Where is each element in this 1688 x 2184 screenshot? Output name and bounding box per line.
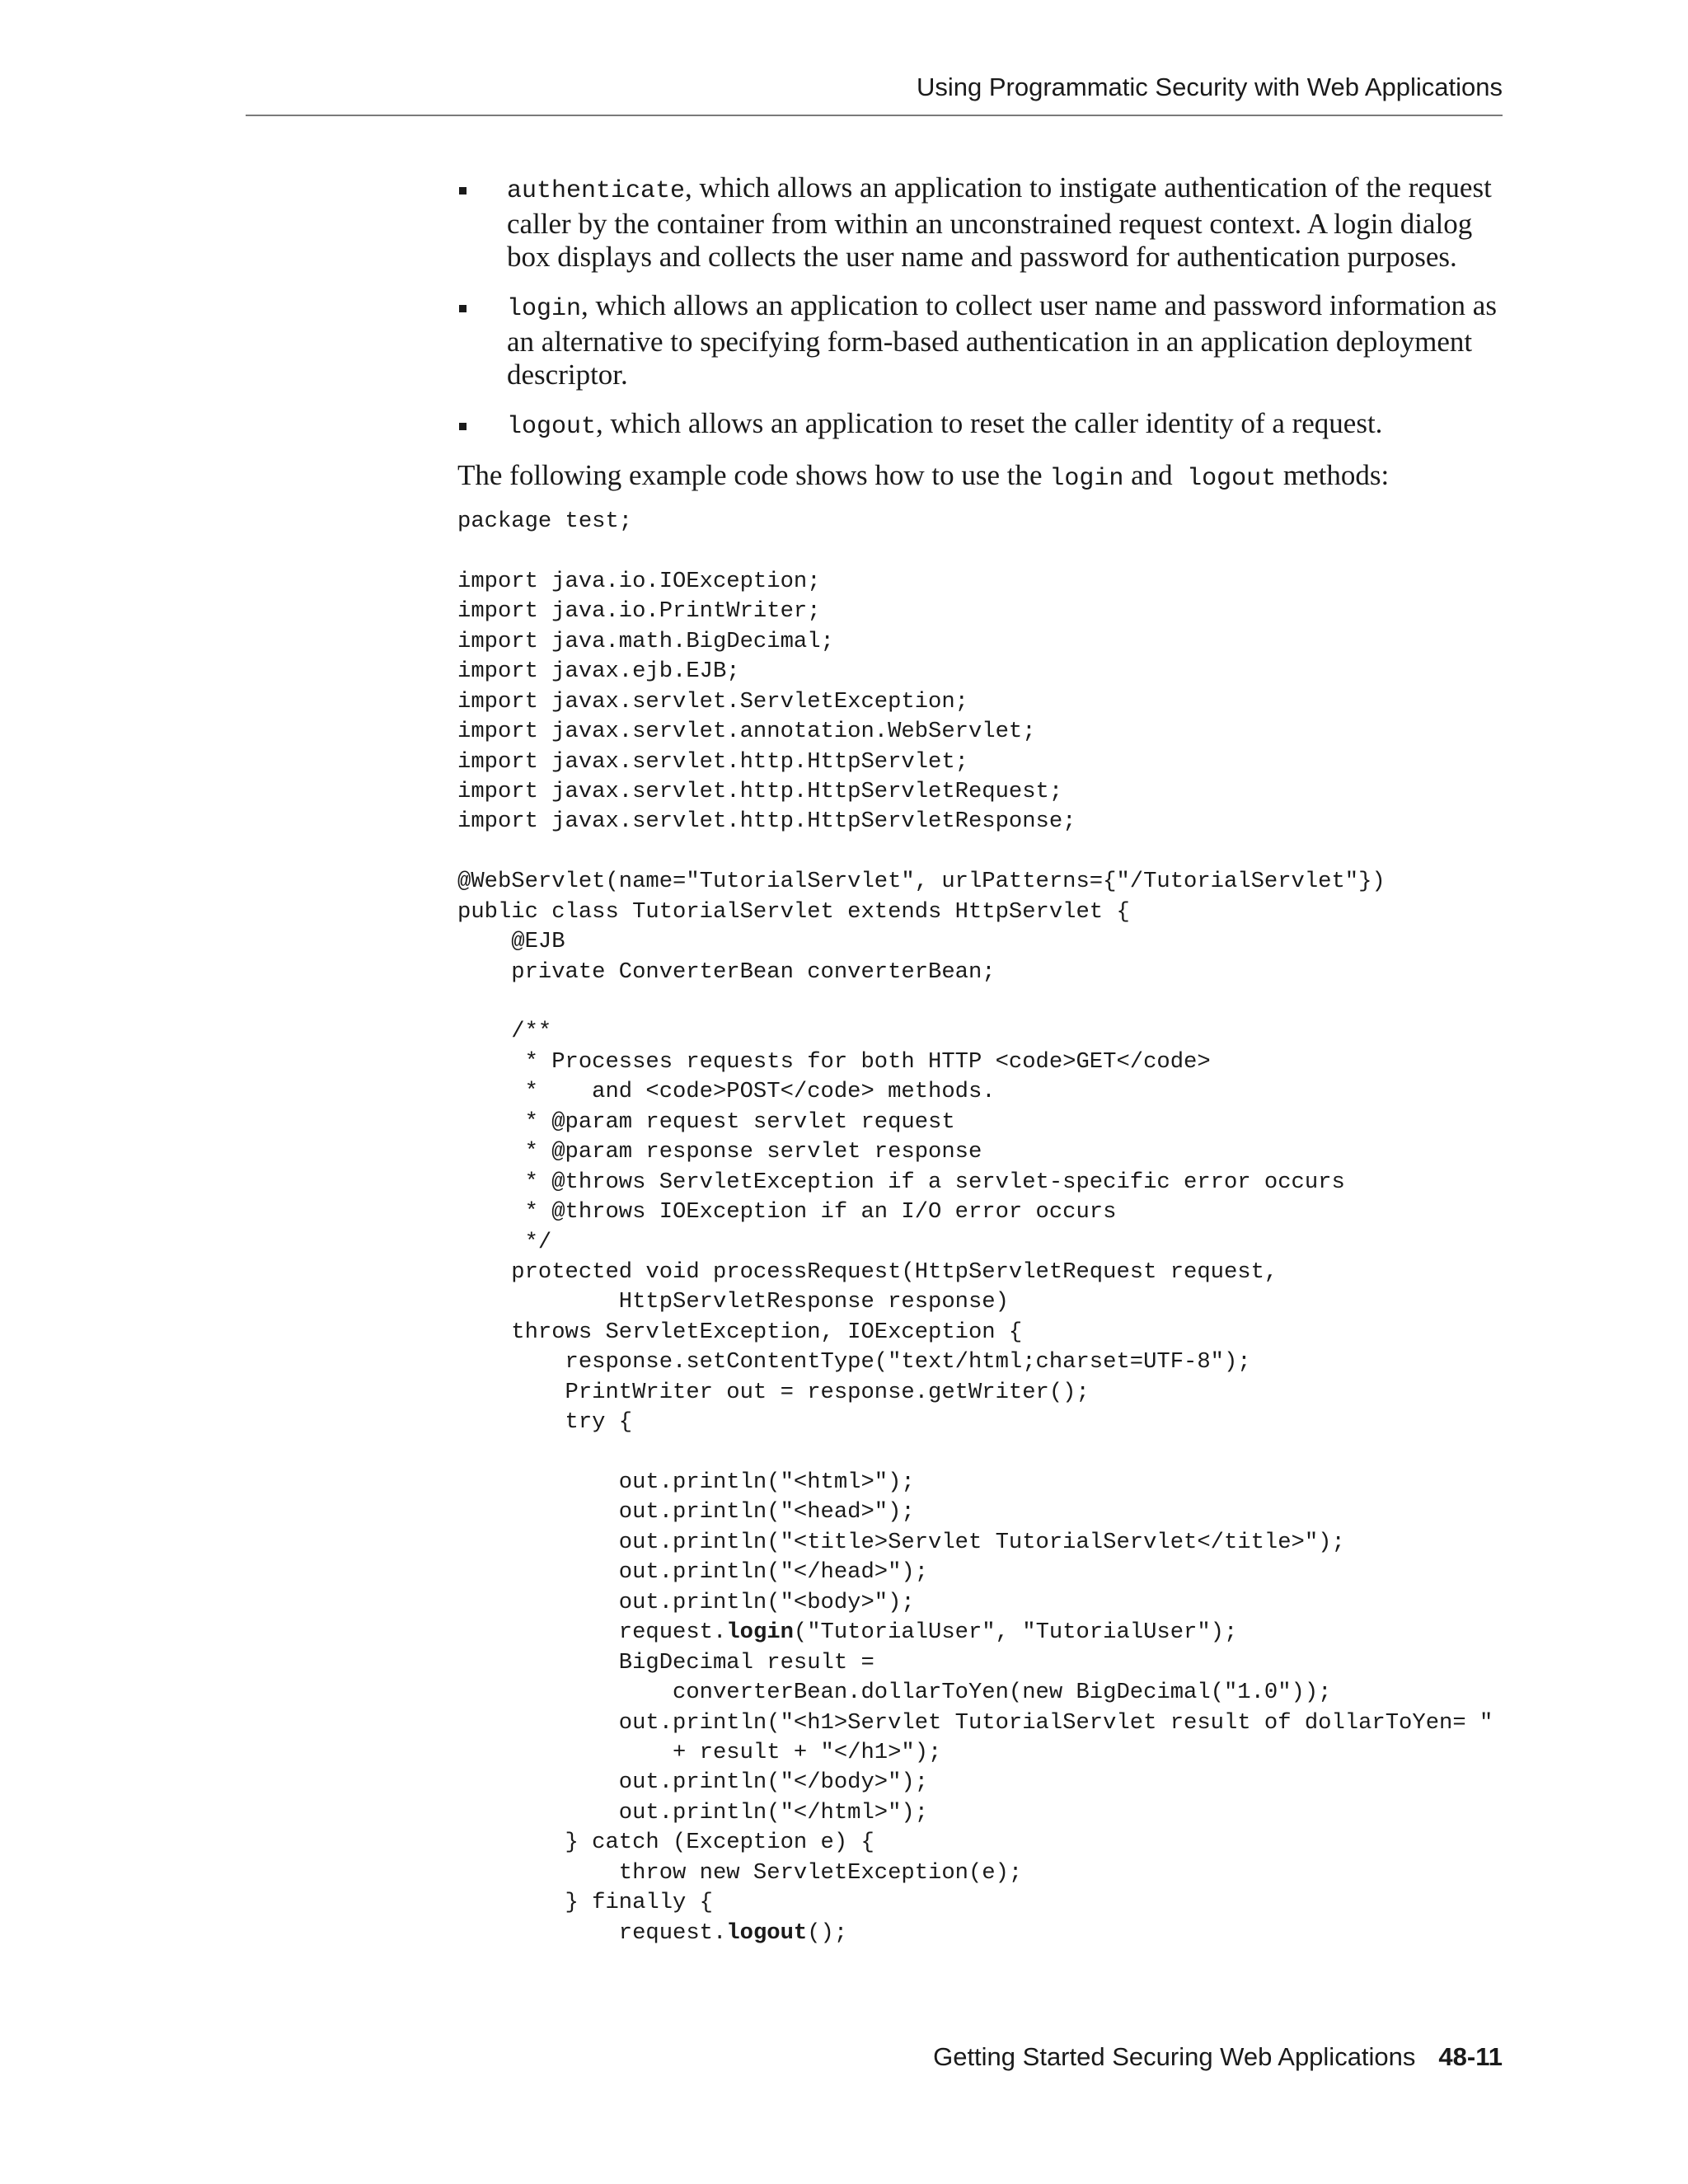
code-line: * and <code>POST</code> methods.	[457, 1079, 996, 1105]
method-list	[457, 171, 1504, 443]
code-line: out.println("</html>");	[457, 1799, 929, 1825]
code-line: * @throws ServletException if a servlet-specific error occurs	[457, 1169, 1345, 1195]
intro-text: The following example code shows how to use the	[457, 459, 1050, 491]
method-name: logout	[507, 413, 597, 441]
code-line: request.login("TutorialUser", "TutorialUser");	[457, 1619, 1238, 1646]
method-description: , which allows an application to instigate authentication of the request caller by the container from within an unconstrained request context. A login dialog box displays and collects the user name and password for authentication purposes.	[507, 171, 1492, 273]
square-bullet-icon	[459, 187, 467, 194]
code-line: import javax.servlet.http.HttpServlet;	[457, 748, 968, 775]
intro-paragraph	[457, 459, 1504, 495]
code-line: @EJB	[457, 929, 565, 955]
code-line: throws ServletException, IOException {	[457, 1319, 1023, 1345]
inline-code-login: login	[1049, 465, 1124, 493]
code-line: import javax.servlet.http.HttpServletRequest;	[457, 778, 1063, 804]
code-line	[457, 987, 1504, 1017]
code-line: } finally {	[457, 1890, 713, 1916]
inline-code-logout: logout	[1187, 465, 1277, 493]
list-item	[457, 171, 1504, 274]
code-line: @WebServlet(name="TutorialServlet", urlPatterns={"/TutorialServlet"})	[457, 869, 1386, 895]
code-line: private ConverterBean converterBean;	[457, 958, 996, 985]
code-line: */	[457, 1229, 552, 1255]
page-body	[457, 171, 1504, 1948]
code-line: out.println("<html>");	[457, 1469, 915, 1495]
code-line: BigDecimal result =	[457, 1649, 874, 1675]
code-line: import javax.servlet.http.HttpServletResponse;	[457, 808, 1076, 835]
code-line: * @throws IOException if an I/O error occurs	[457, 1199, 1117, 1226]
code-line: import java.math.BigDecimal;	[457, 628, 834, 654]
code-line: + result + "</h1>");	[457, 1739, 942, 1765]
method-name: login	[507, 295, 582, 323]
code-line: * @param response servlet response	[457, 1139, 982, 1165]
code-line: try {	[457, 1409, 633, 1436]
code-line: /**	[457, 1019, 552, 1045]
code-line	[457, 537, 1504, 566]
code-line: out.println("<head>");	[457, 1499, 915, 1526]
code-line: import java.io.PrintWriter;	[457, 598, 821, 625]
code-listing	[457, 507, 1504, 1948]
method-name: authenticate	[507, 177, 686, 205]
intro-text: methods:	[1276, 459, 1390, 491]
method-description: , which allows an application to collect user name and password information as an alternative to specifying form-based authentication in an application deployment descriptor.	[507, 289, 1497, 391]
code-line: request.logout();	[457, 1919, 848, 1946]
code-line: import javax.servlet.annotation.WebServlet;	[457, 719, 1036, 745]
code-line: out.println("<title>Servlet TutorialServlet</title>");	[457, 1529, 1345, 1555]
code-line	[457, 1438, 1504, 1468]
code-line: throw new ServletException(e);	[457, 1859, 1023, 1886]
bold-method-call: login	[726, 1619, 794, 1646]
footer-title: Getting Started Securing Web Applications	[933, 2042, 1416, 2071]
page-footer	[246, 2042, 1503, 2072]
list-item	[457, 407, 1504, 443]
code-line: import javax.servlet.ServletException;	[457, 688, 968, 715]
page-number: 48-11	[1438, 2042, 1503, 2071]
code-line: protected void processRequest(HttpServletRequest request,	[457, 1258, 1278, 1285]
code-line: import java.io.IOException;	[457, 568, 821, 594]
code-line: out.println("</head>");	[457, 1559, 929, 1586]
code-line: converterBean.dollarToYen(new BigDecimal("1.0"));	[457, 1680, 1332, 1706]
square-bullet-icon	[459, 305, 467, 312]
code-line: import javax.ejb.EJB;	[457, 658, 740, 685]
code-line: * @param request servlet request	[457, 1108, 955, 1135]
code-line	[457, 837, 1504, 867]
code-line: } catch (Exception e) {	[457, 1830, 874, 1856]
code-line: out.println("</body>");	[457, 1769, 929, 1796]
code-line: HttpServletResponse response)	[457, 1289, 1009, 1315]
code-line: * Processes requests for both HTTP <code>GET</code>	[457, 1048, 1211, 1075]
code-line: response.setContentType("text/html;charset=UTF-8");	[457, 1349, 1251, 1376]
square-bullet-icon	[459, 423, 467, 430]
code-line: PrintWriter out = response.getWriter();	[457, 1379, 1090, 1405]
code-line: out.println("<body>");	[457, 1589, 915, 1615]
code-line: out.println("<h1>Servlet TutorialServlet result of dollarToYen= "	[457, 1709, 1493, 1736]
running-header: Using Programmatic Security with Web Applications	[917, 73, 1503, 101]
list-item	[457, 289, 1504, 391]
intro-text: and	[1123, 459, 1188, 491]
method-description: , which allows an application to reset the caller identity of a request.	[596, 407, 1383, 439]
code-line: package test;	[457, 509, 633, 534]
code-line: public class TutorialServlet extends HttpServlet {	[457, 898, 1130, 925]
bold-method-call: logout	[726, 1919, 808, 1946]
header-rule	[246, 115, 1503, 116]
